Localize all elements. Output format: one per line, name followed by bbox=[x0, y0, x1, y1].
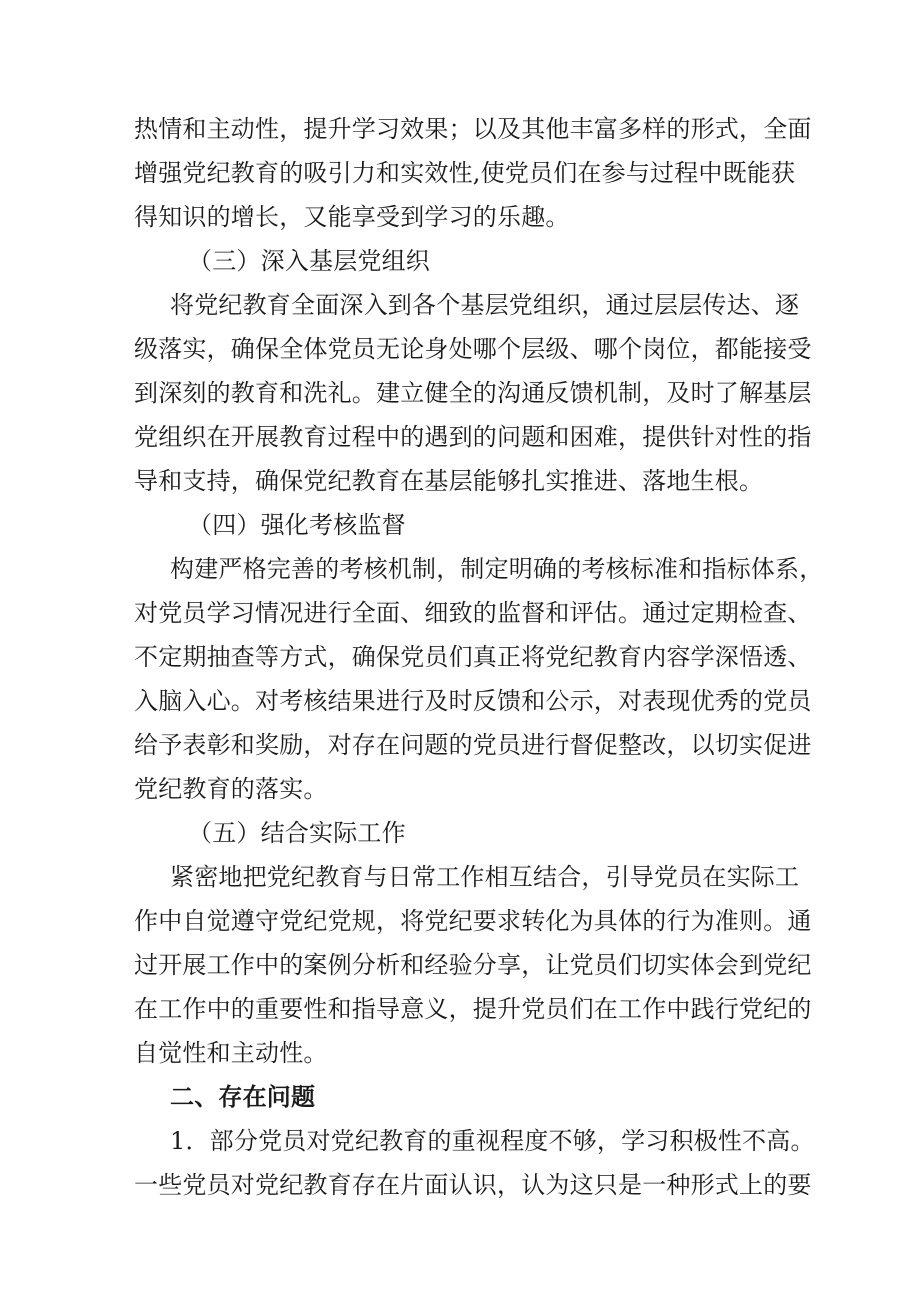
body-text-line: 构建严格完善的考核机制，制定明确的考核标准和指标体系， bbox=[170, 555, 824, 583]
section-heading-3: （三）深入基层党组织 bbox=[188, 247, 430, 275]
body-text-line: 过开展工作中的案例分析和经验分享，让党员们切实体会到党纪 bbox=[134, 951, 812, 979]
body-text-line: 入脑入心。对考核结果进行及时反馈和公示，对表现优秀的党员 bbox=[134, 687, 812, 715]
body-text-line: 将党纪教育全面深入到各个基层党组织，通过层层传达、逐 bbox=[170, 291, 800, 319]
body-text-line: 1．部分党员对党纪教育的重视程度不够，学习积极性不高。 bbox=[170, 1127, 815, 1155]
body-text-line: 紧密地把党纪教育与日常工作相互结合，引导党员在实际工 bbox=[170, 863, 800, 891]
chapter-heading: 二、存在问题 bbox=[170, 1083, 316, 1111]
body-text-line: 到深刻的教育和洗礼。建立健全的沟通反馈机制，及时了解基层 bbox=[134, 379, 812, 407]
body-text-line: 一些党员对党纪教育存在片面认识，认为这只是一种形式上的要 bbox=[134, 1171, 812, 1199]
body-text-line: 给予表彰和奖励，对存在问题的党员进行督促整改，以切实促进 bbox=[134, 731, 812, 759]
body-text-line: 级落实，确保全体党员无论身处哪个层级、哪个岗位，都能接受 bbox=[134, 335, 812, 363]
body-text-line: 增强党纪教育的吸引力和实效性,使党员们在参与过程中既能获 bbox=[134, 159, 796, 187]
body-text-line: 自觉性和主动性。 bbox=[134, 1039, 328, 1067]
section-heading-5: （五）结合实际工作 bbox=[188, 819, 406, 847]
body-text-line: 作中自觉遵守党纪党规，将党纪要求转化为具体的行为准则。通 bbox=[134, 907, 812, 935]
body-text-line: 导和支持，确保党纪教育在基层能够扎实推进、落地生根。 bbox=[134, 467, 764, 495]
body-text-line: 在工作中的重要性和指导意义，提升党员们在工作中践行党纪的 bbox=[134, 995, 812, 1023]
body-text-line: 热情和主动性，提升学习效果；以及其他丰富多样的形式，全面 bbox=[134, 115, 812, 143]
body-text-line: 党组织在开展教育过程中的遇到的问题和困难，提供针对性的指 bbox=[134, 423, 812, 451]
body-text-line: 得知识的增长，又能享受到学习的乐趣。 bbox=[134, 203, 570, 231]
section-heading-4: （四）强化考核监督 bbox=[188, 511, 406, 539]
body-text-line: 党纪教育的落实。 bbox=[134, 775, 328, 803]
body-text-line: 对党员学习情况进行全面、细致的监督和评估。通过定期检查、 bbox=[134, 599, 812, 627]
body-text-line: 不定期抽查等方式，确保党员们真正将党纪教育内容学深悟透、 bbox=[134, 643, 812, 671]
